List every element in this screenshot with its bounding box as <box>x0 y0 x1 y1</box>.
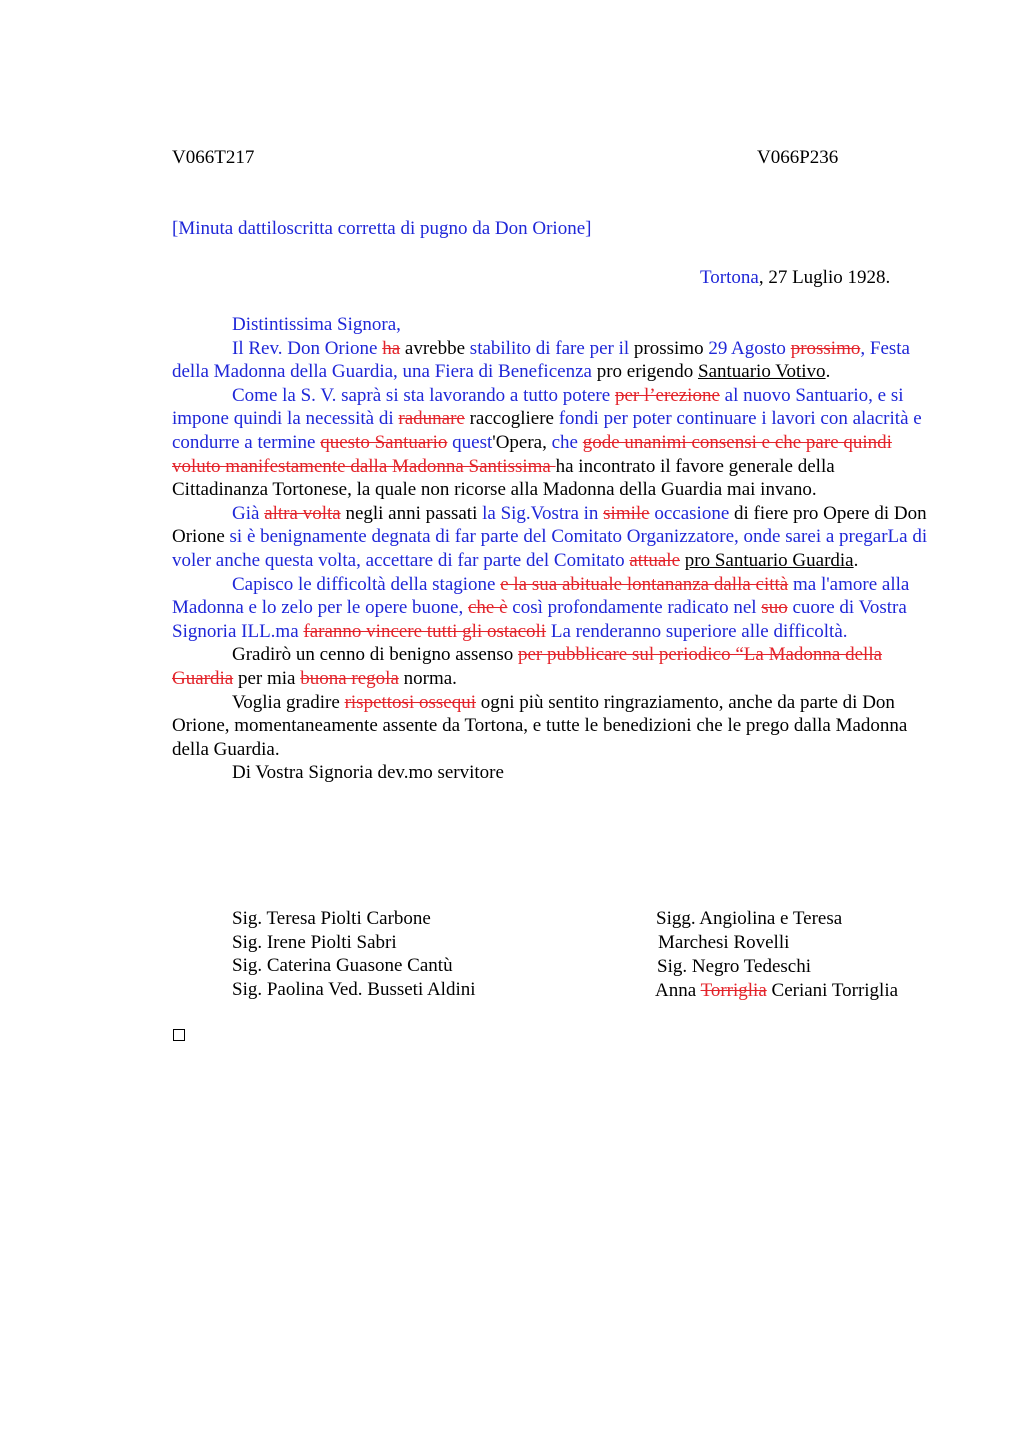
p2-text-c: raccogliere <box>464 408 559 430</box>
letter-body <box>172 313 932 785</box>
p1-text-h: pro erigendo <box>591 361 698 383</box>
editorial-note: [Minuta dattiloscritta corretta di pugno da Don Orione] <box>172 218 592 239</box>
paragraph-6 <box>172 691 932 762</box>
paragraph-1 <box>172 337 932 384</box>
p1-text-c: stabilito di fare per il <box>469 337 630 359</box>
p2-deletion-1: per l’erezione <box>614 384 720 406</box>
p2-text-d: fondi per poter continuare i lavori con alacrità e condurre a termine <box>172 408 922 453</box>
signatory-right-4-b: Ceriani Torriglia <box>766 980 899 1001</box>
p1-text-i: . <box>825 361 831 383</box>
paragraph-4 <box>172 573 932 644</box>
p2-text-a: Come la S. V. saprà si sta lavorando a tutto potere <box>232 384 615 406</box>
p1-text-b: avrebbe <box>400 337 470 359</box>
p3-deletion-3: attuale <box>629 549 681 571</box>
p1-text-d: prossimo <box>629 337 709 359</box>
p3-text-f: si è benignamente degnata di far parte del Comitato Organizzatore, onde sarei a pregarLa di voler anche questa volta, accettare di far parte del Comitato <box>172 526 928 571</box>
signatory-right-3: Sig. Negro Tedeschi <box>657 956 811 977</box>
p1-deletion-2: prossimo <box>790 337 861 359</box>
p3-text-e: di fiere pro Opere di Don Orione <box>172 502 927 548</box>
p4-deletion-1: e la sua abituale lontananza dalla città <box>500 573 789 595</box>
p5-deletion-1: per pubblicare sul periodico “La Madonna della Guardia <box>172 644 883 689</box>
signatory-right-4 <box>655 979 898 1003</box>
signatory-right-1: Sigg. Angiolina e Teresa <box>656 908 843 929</box>
p2-text-b: al nuovo Santuario, e si impone quindi la necessità di <box>172 384 904 430</box>
p4-deletion-2: che è <box>467 597 508 619</box>
p4-deletion-3: suo <box>761 597 788 619</box>
p5-text-a: Gradirò un cenno di benigno assenso <box>232 644 518 666</box>
volume-code-left: V066T217 <box>172 147 255 168</box>
p4-deletion-4: faranno vincere tutti gli ostacoli <box>303 620 547 642</box>
signatory-left-1: Sig. Teresa Piolti Carbone <box>232 908 431 929</box>
dateline <box>700 267 890 289</box>
p2-deletion-3: questo Santuario <box>320 431 448 453</box>
p5-text-b: per mia <box>233 667 301 689</box>
signatory-right-2: Marchesi Rovelli <box>658 932 790 953</box>
p3-text-b: negli anni passati <box>340 502 483 524</box>
signatory-left-2: Sig. Irene Piolti Sabri <box>232 931 397 953</box>
p3-underlined: pro Santuario Guardia <box>684 549 854 571</box>
p2-text-h: ha incontrato il favore generale della Cittadinanza Tortonese, la quale non ricorse alla Madonna della Guardia mai invano. <box>172 455 835 501</box>
p3-deletion-2: simile <box>603 502 650 524</box>
p3-text-d: occasione <box>649 502 730 524</box>
signatory-left-3: Sig. Caterina Guasone Cantù <box>232 955 453 977</box>
p6-text-a: Voglia gradire <box>232 691 345 713</box>
paragraph-5 <box>172 643 932 690</box>
p5-text-c: norma. <box>398 667 457 689</box>
p2-deletion-4: gode unanimi consensi e che pare quindi voluto manifestamente dalla Madonna Santissima <box>172 431 892 477</box>
p3-deletion-1: altra volta <box>264 502 341 524</box>
salutation: Distintissima Signora, <box>232 314 401 335</box>
signatory-left-4: Sig. Paolina Ved. Busseti Aldini <box>232 978 476 1000</box>
paragraph-2 <box>172 384 932 502</box>
signatory-right-4-deletion: Torriglia <box>700 980 767 1001</box>
p4-text-a: Capisco le difficoltà della stagione <box>232 573 501 595</box>
volume-code-right: V066P236 <box>757 147 839 168</box>
p1-deletion-1: ha <box>382 337 401 359</box>
p1-text-e: 29 Agosto <box>708 337 791 359</box>
p3-text-h: . <box>853 549 859 571</box>
p4-text-b: ma l'amore alla Madonna e lo zelo per le opere buone, <box>172 573 910 619</box>
closing: Di Vostra Signoria dev.mo servitore <box>232 762 504 784</box>
p2-deletion-2: radunare <box>398 408 465 430</box>
signatory-right-4-a: Anna <box>655 980 701 1001</box>
p6-text-b: ogni più sentito ringraziamento, anche da parte di Don Orione, momentaneamente assente da Tortona, e tutte le benedizioni che le prego dalla Madonna della Guardia. <box>172 691 908 760</box>
p2-text-g: che <box>551 431 583 453</box>
empty-square-icon <box>173 1029 185 1041</box>
signatories-left <box>232 907 476 1001</box>
paragraph-3 <box>172 502 932 573</box>
p1-text-g: Festa della Madonna della Guardia, una Fiera di Beneficenza <box>172 337 910 383</box>
p1-text-f: , <box>860 337 866 359</box>
p1-underlined: Santuario Votivo <box>698 361 826 383</box>
dateline-date: , 27 Luglio 1928. <box>758 267 891 288</box>
p3-text-c: la Sig.Vostra in <box>482 502 604 524</box>
p6-deletion-1: rispettosi ossequi <box>344 691 476 713</box>
p4-text-c: così profondamente radicato nel <box>507 597 762 619</box>
p2-text-f: 'Opera, <box>492 431 552 453</box>
p2-text-e: quest <box>447 431 493 453</box>
p4-text-d: cuore di Vostra Signoria ILL.ma <box>172 597 907 642</box>
p1-text-a: Il Rev. Don Orione <box>232 337 383 359</box>
p5-deletion-2: buona regola <box>300 667 399 689</box>
dateline-place: Tortona <box>700 267 759 288</box>
p4-text-e: La renderanno superiore alle difficoltà. <box>546 620 848 642</box>
p3-text-a: Già <box>232 502 265 524</box>
